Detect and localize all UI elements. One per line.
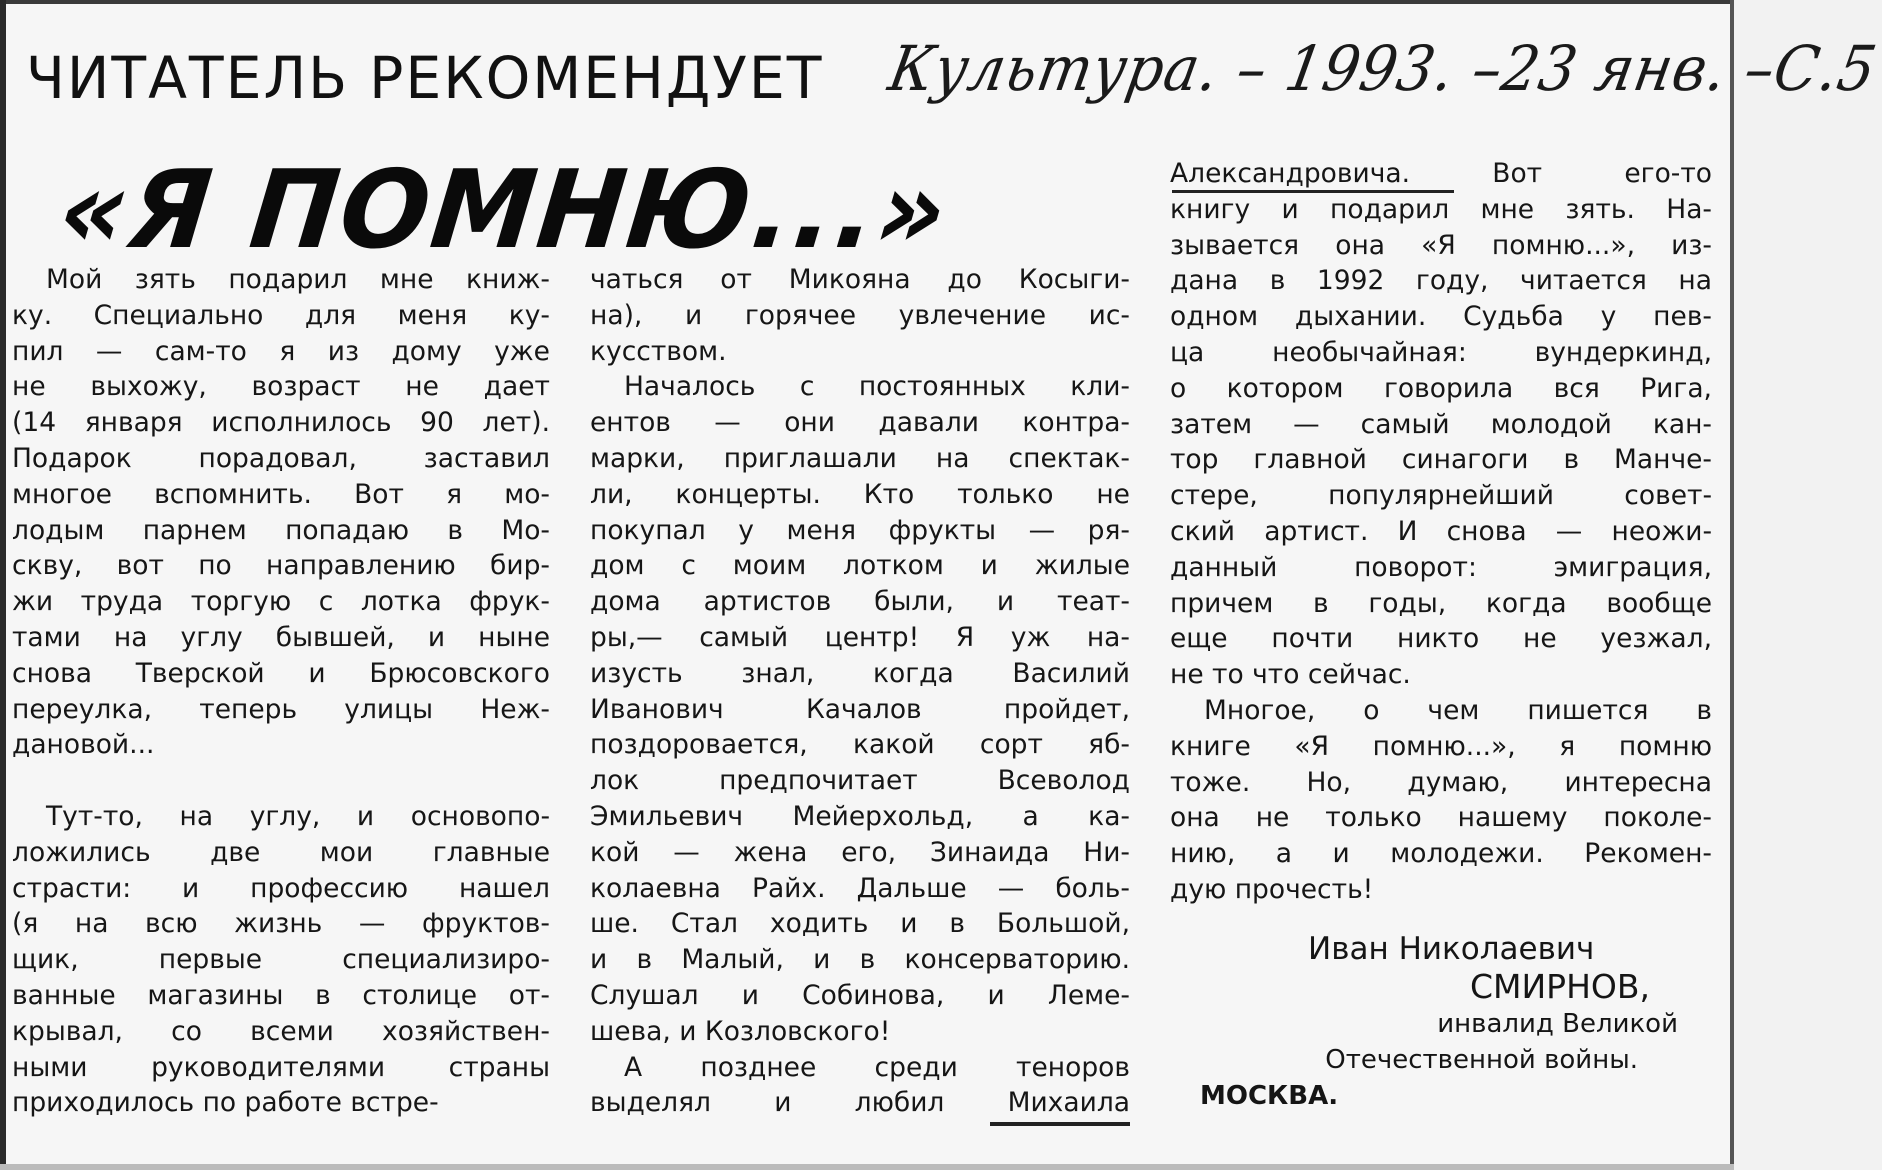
article-text-line: покупал у меня фрукты — ря- [590, 514, 1130, 546]
article-text-line: крывал, со всеми хозяйствен- [12, 1015, 550, 1047]
article-text-line: приходилось по работе встре- [12, 1087, 439, 1119]
article-headline: «Я ПОМНЮ...» [53, 148, 955, 273]
article-text-line: ными руководителями страны [12, 1051, 550, 1083]
article-text-line: книгу и подарил мне зять. На- [1170, 193, 1712, 225]
pen-underline [1172, 190, 1454, 193]
article-column-3 [1170, 156, 1712, 908]
article-text-line: ры,— самый центр! Я уж на- [590, 621, 1130, 653]
article-text-line: Эмильевич Мейерхольд, а ка- [590, 800, 1130, 832]
article-text-line: дановой... [12, 729, 155, 761]
article-text-line: Слушал и Собинова, и Леме- [590, 979, 1130, 1011]
article-text-line: лок предпочитает Всеволод [590, 765, 1130, 797]
article-text-line: А позднее среди теноров [624, 1051, 1130, 1083]
article-column-2 [590, 262, 1130, 1121]
article-text-line: поздоровается, какой сорт яб- [590, 729, 1130, 761]
article-text-line: Началось с постоянных кли- [624, 371, 1130, 403]
article-text-line: тоже. Но, думаю, интересна [1170, 766, 1712, 798]
article-text-line: снова Тверской и Брюсовского [12, 657, 550, 689]
article-text-line: дом с моим лотком и жилые [590, 550, 1130, 582]
article-text-line: на), и горячее увлечение ис- [590, 299, 1130, 331]
article-text-line: данный поворот: эмиграция, [1170, 551, 1712, 583]
article-text-line: Подарок порадовал, заставил [12, 442, 550, 474]
author-signature-block [1190, 930, 1682, 1114]
article-text-line: ентов — они давали контра- [590, 407, 1130, 439]
article-text-line: переулка, теперь улицы Неж- [12, 693, 550, 725]
article-text-line: Многое, о чем пишется в [1204, 694, 1712, 726]
article-text-line: колаевна Райх. Дальше — боль- [590, 872, 1130, 904]
article-text-line: шева, и Козловского! [590, 1015, 891, 1047]
article-text-line: тами на углу бывшей, и ныне [12, 621, 550, 653]
article-text-line: она не только нашему поколе- [1170, 802, 1712, 834]
article-text-line: чаться от Микояна до Косыги- [590, 264, 1130, 295]
article-text-line: ложились две мои главные [12, 836, 550, 868]
article-text-line: дома артистов были, и теат- [590, 586, 1130, 618]
article-text-line: дую прочесть! [1170, 873, 1374, 905]
article-text-line: нию, а и молодежи. Рекомен- [1170, 838, 1712, 870]
article-text-line: выделял и любил Михаила [590, 1087, 1130, 1119]
article-text-line: Иванович Качалов пройдет, [590, 693, 1130, 725]
article-text-line: кой — жена его, Зинаида Ни- [590, 836, 1130, 868]
article-text-line: жи труда торгую с лотка фрук- [12, 586, 550, 618]
article-text-line: Александровича. Вот его-то [1170, 158, 1712, 189]
pen-underline [990, 1122, 1130, 1126]
article-text-line: (14 января исполнилось 90 лет). [12, 407, 550, 439]
article-text-line: книге «Я помню...», я помню [1170, 730, 1712, 762]
article-text-line: дана в 1992 году, читается на [1170, 265, 1712, 297]
paragraph-gap [12, 763, 550, 799]
article-text-line: одном дыхании. Судьба у пев- [1170, 301, 1712, 333]
article-text-line: марки, приглашали на спектак- [590, 442, 1130, 474]
article-text-line: страсти: и профессию нашел [12, 872, 550, 904]
article-text-line: Мой зять подарил мне книж- [46, 264, 550, 295]
article-text-line: (я на всю жизнь — фруктов- [12, 908, 550, 940]
article-text-line: щик, первые специализиро- [12, 944, 550, 976]
article-text-line: изусть знал, когда Василий [590, 657, 1130, 689]
clipping-border-bottom [0, 1164, 1734, 1170]
article-column-1 [12, 262, 550, 1121]
article-text-line: ше. Стал ходить и в Большой, [590, 908, 1130, 940]
article-text-line: не выхожу, возраст не дает [12, 371, 550, 403]
article-text-line: причем в годы, когда вообще [1170, 587, 1712, 619]
article-text-line: кусством. [590, 335, 727, 367]
author-status-line-1: инвалид Великой [1437, 1009, 1678, 1039]
article-text-line: ку. Специально для меня ку- [12, 299, 550, 331]
article-text-line: скву, вот по направлению бир- [12, 550, 550, 582]
rubric-heading: ЧИТАТЕЛЬ РЕКОМЕНДУЕТ [26, 44, 824, 112]
article-text-line: ский артист. И снова — неожи- [1170, 515, 1712, 547]
article-text-line: тор главной синагоги в Манче- [1170, 444, 1712, 476]
article-text-line: зывается она «Я помню...», из- [1170, 229, 1712, 261]
article-text-line: о котором говорила вся Рига, [1170, 372, 1712, 404]
handwritten-source-note: Культура. – 1993. –23 янв. –С.5 [883, 32, 1882, 105]
author-status-line-2: Отечественной войны. [1325, 1045, 1638, 1075]
author-city: МОСКВА. [1200, 1081, 1339, 1111]
article-text-line: лодым парнем попадаю в Мо- [12, 514, 550, 546]
author-surname: СМИРНОВ, [1469, 967, 1650, 1006]
article-text-line: Тут-то, на углу, и основопо- [46, 800, 550, 832]
clipping-border-right [1730, 0, 1734, 1170]
article-text-line: ванные магазины в столице от- [12, 979, 550, 1011]
article-text-line: затем — самый молодой кан- [1170, 408, 1712, 440]
clipping-border-top [0, 0, 1734, 4]
article-text-line: и в Малый, и в консерваторию. [590, 944, 1130, 976]
author-name: Иван Николаевич [1308, 931, 1595, 967]
article-text-line: еще почти никто не уезжал, [1170, 623, 1712, 655]
article-text-line: многое вспомнить. Вот я мо- [12, 478, 550, 510]
article-text-line: стере, популярнейший совет- [1170, 480, 1712, 512]
article-text-line: пил — сам-то я из дому уже [12, 335, 550, 367]
article-text-line: ца необычайная: вундеркинд, [1170, 336, 1712, 368]
article-text-line: не то что сейчас. [1170, 659, 1411, 691]
article-text-line: ли, концерты. Кто только не [590, 478, 1130, 510]
clipping-border-left [0, 0, 6, 1170]
